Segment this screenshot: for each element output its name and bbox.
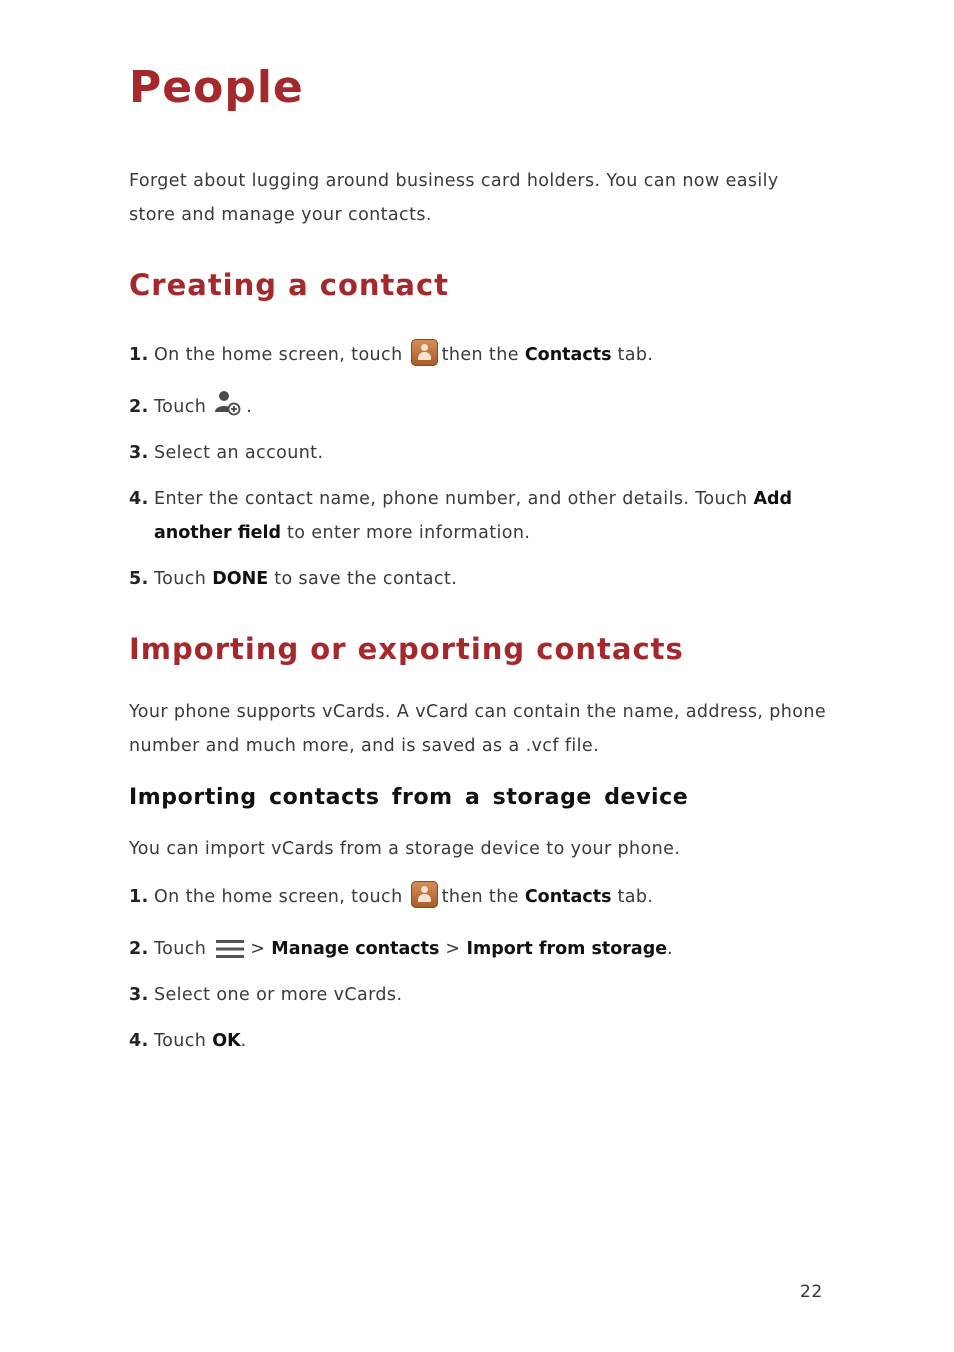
page-number: 22 (800, 1282, 823, 1302)
step-number: 4. (129, 489, 149, 509)
creating-contact-heading: Creating a contact (129, 268, 450, 302)
step-number: 1. (129, 887, 149, 907)
menu-icon (216, 937, 244, 957)
importing-exporting-heading: Importing or exporting contacts (129, 632, 684, 666)
step-number: 2. (129, 939, 149, 959)
add-contact-icon (214, 389, 242, 417)
import-intro-paragraph: You can import vCards from a storage device to your phone. (129, 839, 681, 859)
contacts-app-icon (411, 339, 438, 366)
vcard-paragraph: Your phone supports vCards. A vCard can contain the name, address, phone number and much more, and is saved as a .vcf file. (129, 702, 827, 756)
page-title: People (129, 62, 304, 113)
contacts-app-icon (411, 881, 438, 908)
step-number: 5. (129, 569, 149, 589)
importing-storage-subheading: Importing contacts from a storage device (129, 785, 689, 810)
step-number: 2. (129, 397, 149, 417)
step-number: 3. (129, 985, 149, 1005)
step-number: 4. (129, 1031, 149, 1051)
step-number: 1. (129, 345, 149, 365)
intro-paragraph: Forget about lugging around business card holders. You can now easily store and manage your contacts. (129, 171, 779, 225)
step-number: 3. (129, 443, 149, 463)
